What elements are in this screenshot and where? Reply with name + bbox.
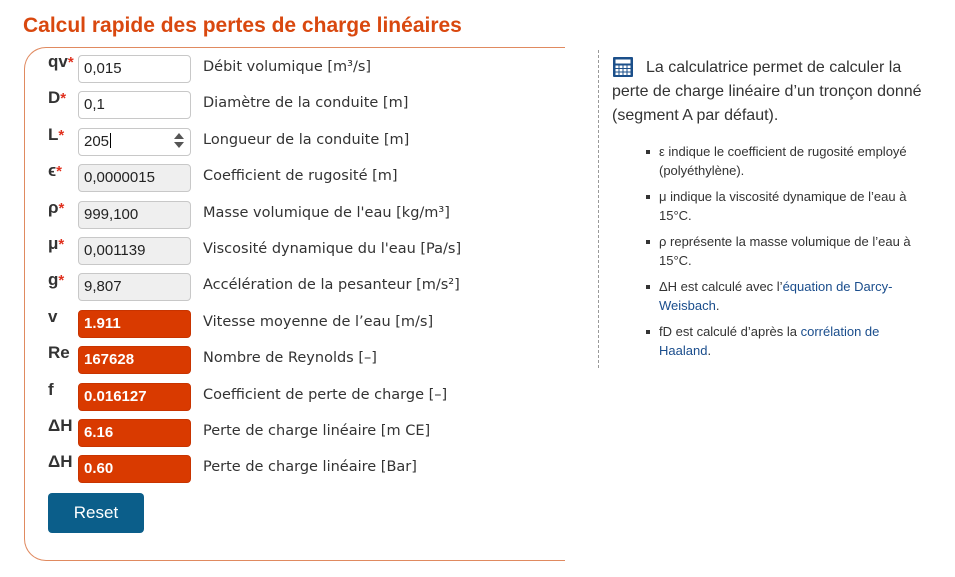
haaland-link[interactable]: corrélation de Haaland xyxy=(659,324,880,358)
symbol-label: ρ* xyxy=(48,198,65,217)
row-velocity xyxy=(48,307,568,340)
symbol-label: μ* xyxy=(48,234,65,253)
note-viscosity: μ indique la viscosité dynamique de l’eau à 15°C. xyxy=(646,187,932,225)
symbol-label: g* xyxy=(48,270,65,289)
symbol-label: D* xyxy=(48,88,67,107)
row-viscosity xyxy=(48,234,568,267)
field-description: Vitesse moyenne de l’eau [m/s] xyxy=(203,314,434,330)
headloss-m-result: 6.16 xyxy=(78,419,191,447)
field-description: Nombre de Reynolds [–] xyxy=(203,350,377,366)
row-gravity xyxy=(48,270,568,303)
row-flow-rate xyxy=(48,52,568,85)
headloss-bar-result: 0.60 xyxy=(78,455,191,483)
field-description: Coefficient de rugosité [m] xyxy=(203,168,398,184)
row-density xyxy=(48,198,568,231)
row-reynolds xyxy=(48,343,568,376)
row-headloss-m xyxy=(48,416,568,449)
symbol-label: ΔH xyxy=(48,452,73,471)
field-description: Masse volumique de l'eau [kg/m³] xyxy=(203,205,450,221)
viscosity-input[interactable]: 0,001139 xyxy=(78,237,191,265)
flow-rate-input[interactable]: 0,015 xyxy=(78,55,191,83)
field-description: Longueur de la conduite [m] xyxy=(203,132,410,148)
row-length xyxy=(48,125,568,158)
roughness-input[interactable]: 0,0000015 xyxy=(78,164,191,192)
note-roughness: ε indique le coefficient de rugosité employé (polyéthylène). xyxy=(646,142,932,180)
field-description: Diamètre de la conduite [m] xyxy=(203,95,409,111)
field-description: Viscosité dynamique du l'eau [Pa/s] xyxy=(203,241,462,257)
field-description: Perte de charge linéaire [Bar] xyxy=(203,459,417,475)
note-density: ρ représente la masse volumique de l’eau à 15°C. xyxy=(646,232,932,270)
friction-result: 0.016127 xyxy=(78,383,191,411)
spin-up-icon[interactable] xyxy=(174,133,184,139)
divider xyxy=(598,50,599,368)
row-friction xyxy=(48,380,568,413)
symbol-label: v xyxy=(48,307,58,326)
reset-button[interactable]: Reset xyxy=(48,493,144,533)
note-haaland: fD est calculé d’après la corrélation de Haaland. xyxy=(646,322,932,360)
number-spinner[interactable] xyxy=(174,133,184,151)
field-description: Perte de charge linéaire [m CE] xyxy=(203,423,431,439)
diameter-input[interactable]: 0,1 xyxy=(78,91,191,119)
field-description: Accélération de la pesanteur [m/s²] xyxy=(203,277,460,293)
note-darcy: ΔH est calculé avec l’équation de Darcy-Weisbach. xyxy=(646,277,932,315)
spin-down-icon[interactable] xyxy=(174,142,184,148)
gravity-input[interactable]: 9,807 xyxy=(78,273,191,301)
info-panel xyxy=(612,56,932,367)
row-diameter xyxy=(48,88,568,121)
symbol-label: f xyxy=(48,380,54,399)
symbol-label: L* xyxy=(48,125,65,144)
info-intro: La calculatrice permet de calculer la perte de charge linéaire d’un tronçon donné (segment A par défaut). xyxy=(612,59,922,124)
symbol-label: Re xyxy=(48,343,70,362)
symbol-label: qv* xyxy=(48,52,74,71)
velocity-result: 1.911 xyxy=(78,310,191,338)
info-notes xyxy=(612,142,932,360)
field-description: Débit volumique [m³/s] xyxy=(203,59,372,75)
reynolds-result: 167628 xyxy=(78,346,191,374)
darcy-weisbach-link[interactable]: équation de Darcy-Weisbach xyxy=(659,279,893,313)
symbol-label: ϵ* xyxy=(48,161,62,180)
row-roughness xyxy=(48,161,568,194)
density-input[interactable]: 999,100 xyxy=(78,201,191,229)
symbol-label: ΔH xyxy=(48,416,73,435)
field-description: Coefficient de perte de charge [–] xyxy=(203,387,448,403)
calculator-icon xyxy=(612,56,634,78)
length-input[interactable]: 205 xyxy=(78,128,191,156)
row-headloss-bar xyxy=(48,452,568,485)
page-title: Calcul rapide des pertes de charge linéaires xyxy=(23,14,462,37)
